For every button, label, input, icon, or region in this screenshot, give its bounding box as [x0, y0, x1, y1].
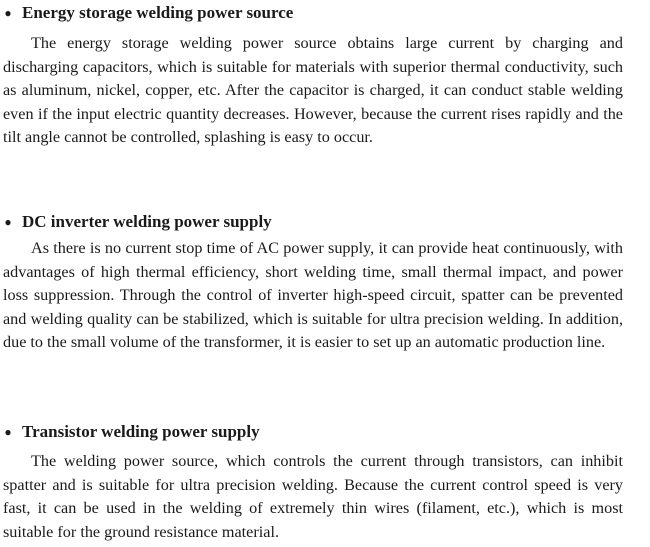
section-heading — [3, 210, 623, 234]
section-energy-storage — [3, 1, 623, 150]
section-heading — [3, 420, 623, 444]
section-transistor — [3, 420, 623, 544]
section-body: The energy storage welding power source obtains large current by charging and discharging capacitors, which is suitable for materials with superior thermal conductivity, such as aluminum, nickel, copper, etc. After the capacitor is charged, it can conduct stable welding even if the input electric quantity decreases. However, because the current rises rapidly and the tilt angle cannot be controlled, splashing is easy to occur. — [3, 34, 623, 147]
bullet-icon: ● — [4, 215, 12, 229]
section-body: The welding power source, which controls the current through transistors, can inhibit spatter and is suitable for ultra precision welding. Because the current control speed is very fast, it can be used in the welding of extremely thin wires (filament, etc.), which is most suitable for the ground resistance material. — [3, 452, 623, 541]
bullet-icon: ● — [4, 425, 12, 439]
section-dc-inverter — [3, 210, 623, 355]
section-heading — [3, 1, 623, 25]
bullet-icon: ● — [4, 6, 12, 20]
section-heading-text: DC inverter welding power supply — [22, 212, 272, 231]
section-heading-text: Transistor welding power supply — [22, 422, 260, 441]
section-body: As there is no current stop time of AC power supply, it can provide heat continuously, with advantages of high thermal efficiency, short welding time, small thermal impact, and power loss suppression. Through the control of inverter high-speed circuit, spatter can be prevented and welding quality can be stabilized, which is suitable for ultra precision welding. In addition, due to the small volume of the transformer, it is easier to set up an automatic production line. — [3, 239, 623, 352]
section-heading-text: Energy storage welding power source — [22, 3, 294, 22]
